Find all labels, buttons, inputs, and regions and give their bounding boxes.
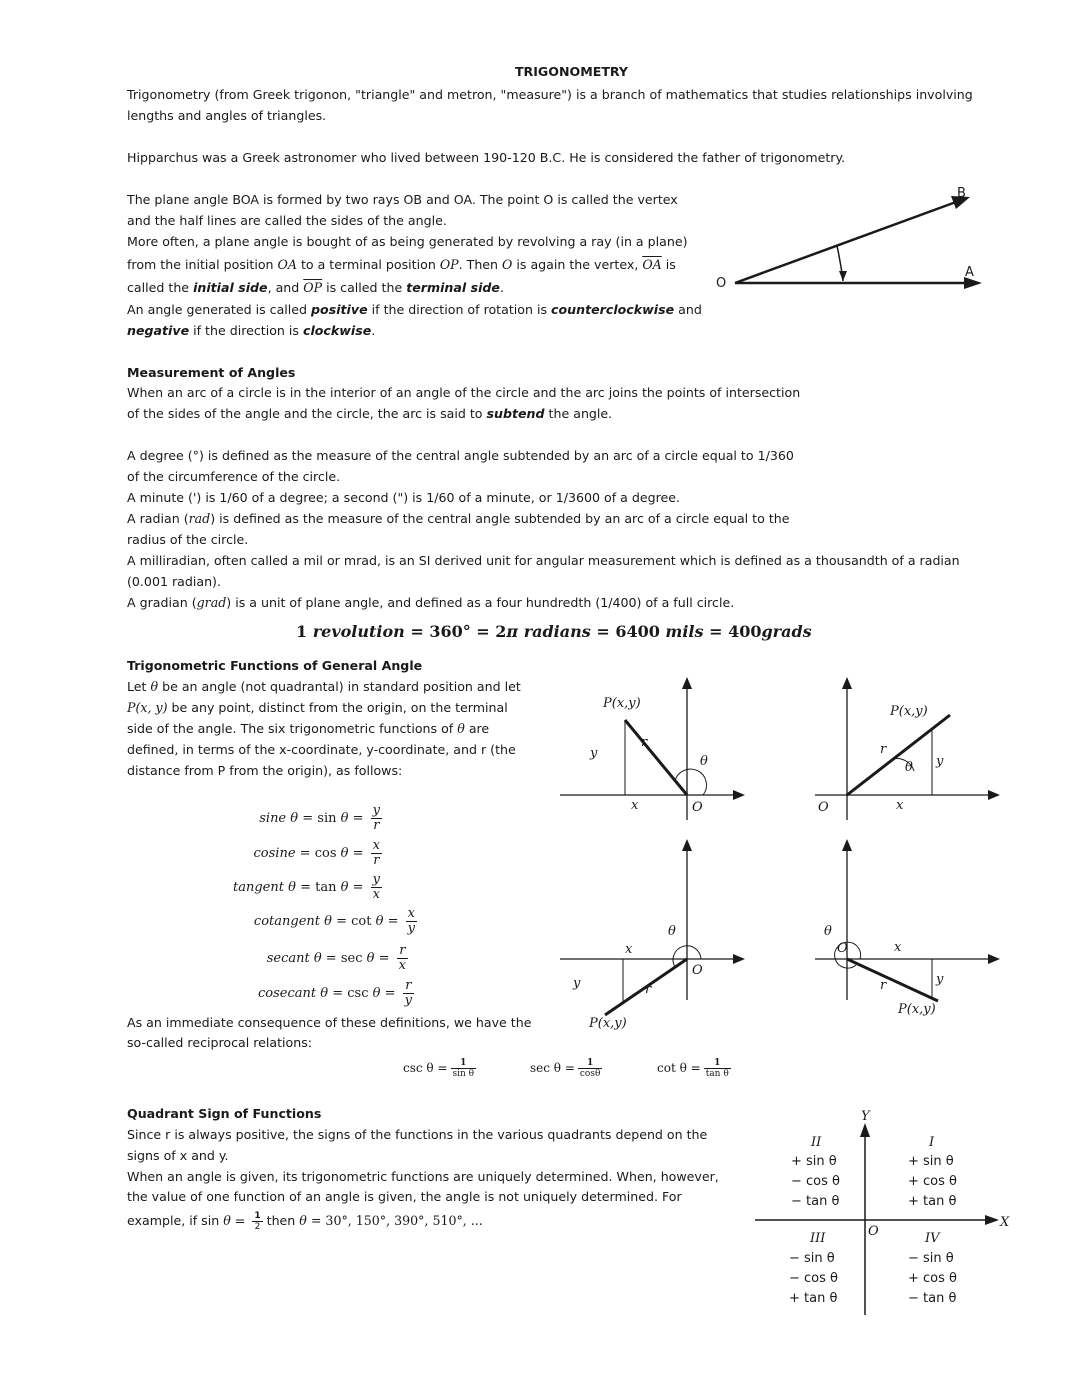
text-span: the angle. xyxy=(544,406,613,421)
text-span: . xyxy=(499,280,504,295)
plane-angle-line-6 xyxy=(127,299,702,320)
mil-line-2: (0.001 radian). xyxy=(127,574,221,589)
text-span: = 30°, 150°, 390°, 510°, ... xyxy=(306,1213,483,1228)
text-span: to a terminal position xyxy=(296,257,440,272)
fn-name: cosine xyxy=(253,846,296,861)
page-title: TRIGONOMETRY xyxy=(514,64,629,79)
x-axis-arrow xyxy=(985,1215,999,1225)
numerator: y xyxy=(372,872,380,887)
text-span: is called the xyxy=(322,280,407,295)
math-theta: θ xyxy=(223,1213,231,1228)
numerator: 1 xyxy=(704,1058,731,1069)
fn-equals: = xyxy=(384,986,396,1001)
text-span: and xyxy=(674,302,702,317)
quadrant-signs-diagram xyxy=(755,1105,1015,1320)
trig-line-3 xyxy=(127,718,489,739)
term-counterclockwise: counterclockwise xyxy=(551,302,675,317)
denominator: 2 xyxy=(254,1222,261,1232)
y-axis-arrow xyxy=(682,677,692,689)
math-grad: grad xyxy=(196,595,227,610)
quadrant-ii-cos: − cos θ xyxy=(791,1174,840,1189)
text-span: of the sides of the angle and the circle, the arc is said to xyxy=(127,406,487,421)
denominator: cosθ xyxy=(579,1069,601,1079)
cotangent-definition: cotangent θ = cot θ = $\frac{x}{y}$ xyxy=(253,906,415,936)
tangent-definition: tangent θ = tan θ = $\frac{y}{x}$ xyxy=(233,872,380,902)
quadrant-iv-cos: + cos θ xyxy=(908,1271,957,1286)
quadrant-2-angle-diagram xyxy=(555,675,755,825)
plane-angle-line-2: and the half lines are called the sides of the angle. xyxy=(127,213,447,228)
fn-abbr: cos xyxy=(314,846,337,861)
text-span: A radian ( xyxy=(127,511,189,526)
fn-theta: θ xyxy=(366,951,375,966)
label-theta: θ xyxy=(668,924,676,939)
label-origin: O xyxy=(837,941,848,956)
quadrant-iv-sin: − sin θ xyxy=(908,1251,954,1266)
label-x: x xyxy=(625,942,633,957)
numerator: 1 xyxy=(578,1058,603,1069)
minute-line: A minute (') is 1/60 of a degree; a second (") is 1/60 of a minute, or 1/3600 of a degree. xyxy=(127,490,681,505)
label-o: O xyxy=(716,276,727,291)
quadrant-3-angle-diagram xyxy=(555,835,755,1035)
label-y: y xyxy=(590,746,598,761)
fn-theta: θ xyxy=(340,846,349,861)
eq-part: = 400 xyxy=(703,622,762,641)
fn-theta: θ xyxy=(313,951,322,966)
degree-line-1: A degree (°) is defined as the measure of the central angle subtended by an arc of a circle equal to 1/360 xyxy=(127,448,794,463)
quadrant-iii-sin: − sin θ xyxy=(789,1251,835,1266)
text-span: An angle generated is called xyxy=(127,302,312,317)
fn-abbr: csc xyxy=(347,986,369,1001)
secant-fraction xyxy=(397,944,408,973)
label-origin: O xyxy=(692,800,703,815)
quadrant-ii-tan: − tan θ xyxy=(791,1194,840,1209)
fn-name: secant xyxy=(266,951,310,966)
label-r: r xyxy=(880,742,887,757)
fn-equals: = xyxy=(352,846,364,861)
denominator: x xyxy=(372,887,380,902)
quadrant-ii-sin: + sin θ xyxy=(791,1154,837,1169)
label-pxy: P(x,y) xyxy=(890,704,928,719)
degree-line-2: of the circumference of the circle. xyxy=(127,469,341,484)
denominator: tan θ xyxy=(705,1069,729,1079)
trig-line-1 xyxy=(127,676,521,697)
measurement-heading: Measurement of Angles xyxy=(127,365,296,380)
fn-name: cotangent xyxy=(253,914,320,929)
quadrant-i-tan: + tan θ xyxy=(908,1194,957,1209)
text-span: be any point, distinct from the origin, on the terminal xyxy=(167,700,508,715)
math-op: OP xyxy=(439,257,459,272)
reciprocal-line-1: As an immediate consequence of these definitions, we have the xyxy=(127,1015,532,1030)
label-x: x xyxy=(896,798,904,813)
eq-mils: mils xyxy=(665,622,704,641)
label-b: B xyxy=(957,186,966,201)
angle-boa-figure xyxy=(710,180,990,300)
reciprocal-sec xyxy=(530,1058,602,1079)
x-axis-arrow xyxy=(988,790,1000,800)
fn-abbr: sin xyxy=(317,811,337,826)
radian-line-1 xyxy=(127,508,790,529)
y-axis-arrow xyxy=(860,1123,870,1137)
quadrant-line-5 xyxy=(127,1210,483,1232)
quadrant-i-sin: + sin θ xyxy=(908,1154,954,1169)
text-span: called the xyxy=(127,280,194,295)
cotangent-fraction xyxy=(406,907,417,936)
label-pxy: P(x,y) xyxy=(589,1016,627,1031)
fn-equals: = xyxy=(352,880,364,895)
radian-line-2: radius of the circle. xyxy=(127,532,249,547)
revolution-equation xyxy=(296,622,812,641)
label-y: y xyxy=(936,972,944,987)
numerator: x xyxy=(372,838,380,853)
eq-revolution: revolution xyxy=(312,622,405,641)
y-axis-arrow xyxy=(682,839,692,851)
cosecant-fraction xyxy=(403,979,414,1008)
text-span: from the initial position xyxy=(127,257,278,272)
label-pxy: P(x,y) xyxy=(898,1002,936,1017)
quadrant-line-1: Since r is always positive, the signs of the functions in the various quadrants depend on the xyxy=(127,1127,708,1142)
plane-angle-line-7 xyxy=(127,320,375,341)
fn-theta: θ xyxy=(340,811,349,826)
text-span: are xyxy=(464,721,490,736)
term-clockwise: clockwise xyxy=(302,323,372,338)
quadrant-ii-numeral: II xyxy=(811,1135,822,1150)
term-terminal-side: terminal side xyxy=(406,280,500,295)
term-positive: positive xyxy=(311,302,368,317)
quadrant-heading: Quadrant Sign of Functions xyxy=(127,1106,322,1121)
math-rad: rad xyxy=(188,511,211,526)
x-axis-arrow xyxy=(733,790,745,800)
fn-equals: = xyxy=(352,811,364,826)
math-o: O xyxy=(502,257,513,272)
text-span: = xyxy=(230,1213,250,1228)
angle-arc xyxy=(675,769,706,795)
text-span: ) is defined as the measure of the central angle subtended by an arc of a circle equal to the xyxy=(210,511,790,526)
text-span: Let xyxy=(127,679,151,694)
fn-abbr: tan xyxy=(315,880,337,895)
measurement-line-1: When an arc of a circle is in the interior of an angle of the circle and the arc joins the points of intersection xyxy=(127,385,801,400)
label-x: x xyxy=(631,798,639,813)
term-initial-side: initial side xyxy=(193,280,268,295)
sine-definition: sine θ = sin θ = $\frac{y}{r}$ xyxy=(259,803,380,833)
denominator: y xyxy=(407,921,415,936)
rec-lhs: cot θ = xyxy=(657,1061,701,1075)
fn-theta: θ xyxy=(324,914,332,929)
label-x: x xyxy=(894,940,902,955)
plane-angle-line-1: The plane angle BOA is formed by two rays OB and OA. The point O is called the vertex xyxy=(127,192,678,207)
terminal-side xyxy=(847,959,938,1001)
quadrant-4-angle-diagram xyxy=(810,835,1010,1025)
rec-fraction xyxy=(451,1058,477,1079)
fn-name: tangent xyxy=(233,880,284,895)
eq-part: = 360° = 2 xyxy=(404,622,507,641)
reciprocal-line-2: so-called reciprocal relations: xyxy=(127,1035,313,1050)
trig-functions-heading: Trigonometric Functions of General Angle xyxy=(127,658,423,673)
intro-line-2: lengths and angles of triangles. xyxy=(127,108,327,123)
measurement-line-2 xyxy=(127,403,612,424)
fn-name: sine xyxy=(259,811,287,826)
cosine-fraction xyxy=(371,839,382,868)
label-origin: O xyxy=(818,800,829,815)
text-span: if the direction of rotation is xyxy=(367,302,552,317)
tangent-fraction xyxy=(371,873,382,902)
half-fraction xyxy=(252,1211,262,1232)
quadrant-line-4: the value of one function of an angle is given, the angle is not uniquely determined. For xyxy=(127,1189,682,1204)
gradian-line xyxy=(127,592,734,613)
denominator: y xyxy=(404,993,412,1008)
label-theta: θ xyxy=(700,754,708,769)
x-axis-arrow xyxy=(733,954,745,964)
rec-lhs: csc θ = xyxy=(403,1061,448,1075)
math-oa-vector: $\overline{OA}$ xyxy=(642,257,662,272)
y-axis-arrow xyxy=(842,839,852,851)
math-op-vector: $\overline{OP}$ xyxy=(303,280,323,295)
numerator: y xyxy=(372,803,380,818)
plane-angle-line-4 xyxy=(127,254,676,275)
text-span: then xyxy=(262,1213,300,1228)
secant-definition: secant θ = sec θ = $\frac{r}{x}$ xyxy=(266,943,406,973)
fn-equals: = xyxy=(387,914,399,929)
quadrant-iii-numeral: III xyxy=(810,1231,826,1246)
text-span: , and xyxy=(267,280,304,295)
fn-theta: θ xyxy=(288,880,296,895)
text-span: . Then xyxy=(458,257,503,272)
text-span: is xyxy=(661,257,676,272)
quadrant-iv-tan: − tan θ xyxy=(908,1291,957,1306)
label-r: r xyxy=(641,735,648,750)
cosecant-definition: cosecant θ = csc θ = $\frac{r}{y}$ xyxy=(258,978,412,1008)
label-a: A xyxy=(965,265,974,280)
text-span: side of the angle. The six trigonometric functions of xyxy=(127,721,458,736)
eq-pi: π xyxy=(506,622,519,641)
math-theta: θ xyxy=(150,679,159,694)
fn-abbr: sec xyxy=(340,951,363,966)
fn-equals: = xyxy=(378,951,390,966)
reciprocal-cot xyxy=(657,1058,731,1079)
x-axis-arrow xyxy=(988,954,1000,964)
label-r: r xyxy=(645,982,652,997)
y-axis-arrow xyxy=(842,677,852,689)
denominator: r xyxy=(373,853,380,868)
denominator: sin θ xyxy=(452,1069,475,1079)
rotation-arrow xyxy=(839,271,847,281)
trig-line-4: defined, in terms of the x-coordinate, y-coordinate, and r (the xyxy=(127,742,516,757)
trig-line-5: distance from P from the origin), as follows: xyxy=(127,763,403,778)
label-y: y xyxy=(573,976,581,991)
math-oa: OA xyxy=(277,257,297,272)
fn-theta: θ xyxy=(375,914,384,929)
reciprocal-csc xyxy=(403,1058,476,1079)
fn-name: cosecant xyxy=(258,986,317,1001)
plane-angle-line-5 xyxy=(127,277,504,298)
numerator: r xyxy=(403,979,414,994)
text-span: A gradian ( xyxy=(127,595,197,610)
numerator: 1 xyxy=(451,1058,477,1069)
rec-fraction xyxy=(704,1058,731,1079)
label-origin: O xyxy=(868,1224,879,1239)
text-span: ) is a unit of plane angle, and defined as a four hundredth (1/400) of a full circle. xyxy=(226,595,735,610)
eq-grads: grads xyxy=(761,622,812,641)
plane-angle-line-3: More often, a plane angle is bought of as being generated by revolving a ray (in a plane) xyxy=(127,234,688,249)
fn-theta: θ xyxy=(290,811,299,826)
label-x-axis: X xyxy=(1000,1215,1010,1230)
label-pxy: P(x,y) xyxy=(603,696,641,711)
quadrant-1-angle-diagram xyxy=(810,675,1010,825)
label-theta: θ xyxy=(824,924,832,939)
text-span: example, if sin xyxy=(127,1213,224,1228)
fn-theta: θ xyxy=(372,986,381,1001)
text-span: is again the vertex, xyxy=(512,257,643,272)
fn-abbr: cot xyxy=(351,914,372,929)
term-subtend: subtend xyxy=(486,406,545,421)
label-y: y xyxy=(936,754,944,769)
ray-ob xyxy=(735,202,956,283)
quadrant-iii-cos: − cos θ xyxy=(789,1271,838,1286)
eq-radians: radians xyxy=(523,622,591,641)
sine-fraction xyxy=(371,804,382,833)
numerator: r xyxy=(397,944,408,959)
denominator: x xyxy=(398,958,406,973)
quadrant-i-cos: + cos θ xyxy=(908,1174,957,1189)
term-negative: negative xyxy=(127,323,190,338)
label-theta: θ xyxy=(905,760,913,775)
quadrant-i-numeral: I xyxy=(929,1135,935,1150)
math-pxy: P(x, y) xyxy=(127,700,168,715)
quadrant-iii-tan: + tan θ xyxy=(789,1291,838,1306)
denominator: r xyxy=(373,818,380,833)
intro-line-1: Trigonometry (from Greek trigonon, "triangle" and metron, "measure") is a branch of mathematics that studies relationships involving xyxy=(127,87,973,102)
fn-theta: θ xyxy=(340,880,349,895)
terminal-side xyxy=(625,720,687,795)
fn-theta: θ xyxy=(320,986,329,1001)
quadrant-line-2: signs of x and y. xyxy=(127,1148,229,1163)
quadrant-line-3: When an angle is given, its trigonometric functions are uniquely determined. When, however, xyxy=(127,1169,719,1184)
quadrant-iv-numeral: IV xyxy=(925,1231,940,1246)
text-span: be an angle (not quadrantal) in standard position and let xyxy=(158,679,521,694)
text-span: . xyxy=(371,323,376,338)
eq-part: 1 xyxy=(296,622,313,641)
cosine-definition: cosine = cos θ = $\frac{x}{r}$ xyxy=(253,838,380,868)
label-y-axis: Y xyxy=(861,1109,870,1124)
terminal-side xyxy=(847,715,950,795)
math-theta: θ xyxy=(299,1213,307,1228)
rec-lhs: sec θ = xyxy=(530,1061,575,1075)
eq-part: = 6400 xyxy=(590,622,666,641)
math-theta: θ xyxy=(457,721,465,736)
numerator: 1 xyxy=(254,1211,261,1221)
rec-fraction xyxy=(578,1058,603,1079)
text-span: if the direction is xyxy=(189,323,303,338)
numerator: x xyxy=(406,907,417,922)
hipparchus-text: Hipparchus was a Greek astronomer who lived between 190-120 B.C. He is considered the father of trigonometry. xyxy=(127,150,846,165)
trig-line-2 xyxy=(127,697,508,718)
mil-line-1: A milliradian, often called a mil or mrad, is an SI derived unit for angular measurement which is defined as a thousandth of a radian xyxy=(127,553,960,568)
label-origin: O xyxy=(692,963,703,978)
label-r: r xyxy=(880,978,887,993)
